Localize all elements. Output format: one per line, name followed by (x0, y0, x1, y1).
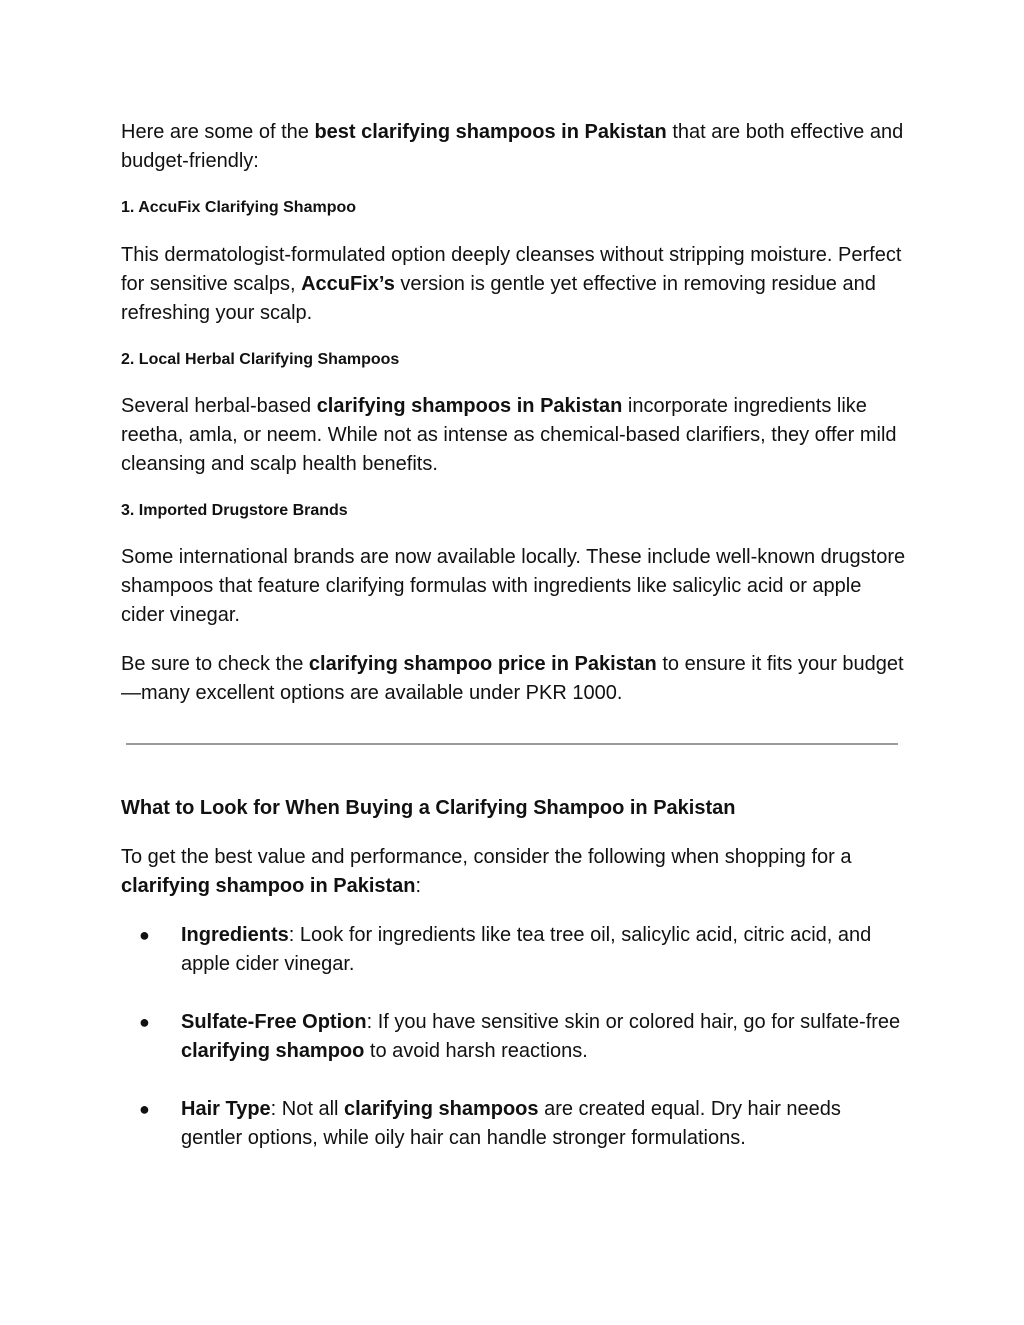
list-item: ● Hair Type: Not all clarifying shampoos are created equal. Dry hair needs gentler options, while oily hair can handle stronger formulations. (121, 1095, 906, 1153)
item-3-text: Some international brands are now available locally. These include well-known drugstore shampoos that feature clarifying formulas with ingredients like salicylic acid or apple cider vinegar. (121, 546, 906, 626)
item-1-text: This dermatologist-formulated option deeply cleanses without stripping moisture. Perfect for sensitive scalps, AccuFix’s version is gentle yet effective in removing residue and refreshing your scalp. (121, 244, 902, 324)
section-divider (126, 743, 898, 745)
item-1-heading: 1. AccuFix Clarifying Shampoo (121, 199, 357, 216)
list-item: ● Ingredients: Look for ingredients like tea tree oil, salicylic acid, citric acid, and apple cider vinegar. (121, 921, 906, 979)
criteria-label: Sulfate-Free Option (181, 1011, 367, 1033)
list-item: ● Sulfate-Free Option: If you have sensitive skin or colored hair, go for sulfate-free clarifying shampoo to avoid harsh reactions. (121, 1008, 906, 1066)
criteria-list (121, 921, 906, 1153)
item-1-keyword: AccuFix’s (301, 273, 395, 295)
criteria-label: Ingredients (181, 924, 289, 946)
item-2-heading: 2. Local Herbal Clarifying Shampoos (121, 351, 400, 368)
bullet-icon: ● (139, 1012, 150, 1032)
price-note-paragraph: Be sure to check the clarifying shampoo price in Pakistan to ensure it fits your budget—many excellent options are available under PKR 1000. (121, 653, 904, 704)
criteria-keyword: clarifying shampoos (344, 1098, 539, 1120)
section-intro: To get the best value and performance, consider the following when shopping for a clarifying shampoo in Pakistan: (121, 846, 852, 897)
intro-keyword: best clarifying shampoos in Pakistan (314, 121, 667, 143)
section-title: What to Look for When Buying a Clarifying Shampoo in Pakistan (121, 797, 736, 819)
section-keyword: clarifying shampoo in Pakistan (121, 875, 416, 897)
price-keyword: clarifying shampoo price in Pakistan (308, 653, 657, 675)
intro-paragraph: Here are some of the best clarifying shampoos in Pakistan that are both effective and budget-friendly: (121, 121, 904, 172)
criteria-keyword: clarifying shampoo (181, 1040, 365, 1062)
item-2-keyword: clarifying shampoos in Pakistan (316, 395, 623, 417)
document-page (121, 118, 906, 1153)
bullet-icon: ● (139, 1099, 150, 1119)
item-2-text: Several herbal-based clarifying shampoos in Pakistan incorporate ingredients like reetha, amla, or neem. While not as intense as chemical-based clarifiers, they offer mild cleansing and scalp health benefits. (121, 395, 897, 475)
bullet-icon: ● (139, 925, 150, 945)
criteria-label: Hair Type (181, 1098, 271, 1120)
item-3-heading: 3. Imported Drugstore Brands (121, 502, 348, 519)
